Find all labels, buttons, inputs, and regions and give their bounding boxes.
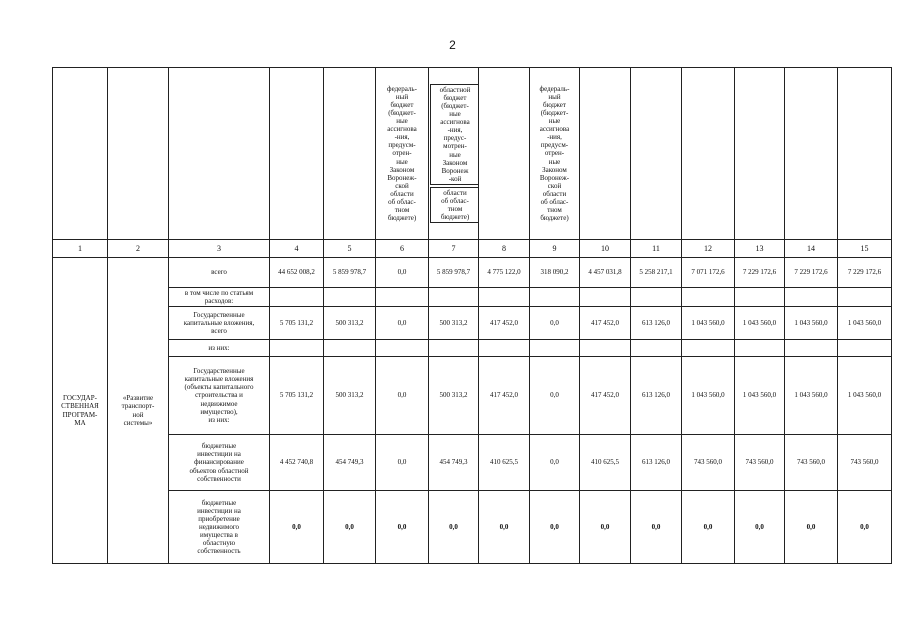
program-status: ГОСУДАР- СТВЕННАЯ ПРОГРАМ- МА bbox=[61, 394, 99, 427]
column-number-row bbox=[53, 240, 892, 258]
cell-value: 1 043 560,0 bbox=[838, 357, 892, 435]
cell-value: 4 457 031,8 bbox=[580, 258, 631, 288]
header-federal-budget-text: федераль- ный бюджет (бюджет- ные ассигнова -ния, предусм- отрен- ные Законом Воронеж- ской области об облас- тном бюджете) bbox=[387, 85, 417, 222]
table-row bbox=[53, 357, 892, 435]
header-cell-14 bbox=[785, 68, 838, 240]
header-cell-11 bbox=[631, 68, 682, 240]
col-number: 1 bbox=[53, 240, 108, 258]
header-cell-4 bbox=[270, 68, 324, 240]
cell-value: 7 229 172,6 bbox=[735, 258, 785, 288]
col-number: 11 bbox=[631, 240, 682, 258]
col-number: 6 bbox=[376, 240, 429, 258]
header-regional-budget-top-text: областной бюджет (бюджет- ные ассигнова -ния, предус- мотрен- ные Законом Воронеж -кой bbox=[439, 86, 471, 183]
cell-value: 410 625,5 bbox=[580, 435, 631, 491]
row-label: в том числе по статьям расходов: bbox=[169, 288, 270, 307]
cell-value: 44 652 008,2 bbox=[270, 258, 324, 288]
cell-value: 318 090,2 bbox=[530, 258, 580, 288]
program-status-cell bbox=[53, 258, 108, 564]
cell-value: 0,0 bbox=[631, 491, 682, 564]
col-number: 9 bbox=[530, 240, 580, 258]
cell-value bbox=[735, 288, 785, 307]
cell-value: 0,0 bbox=[530, 491, 580, 564]
header-federal-budget-9-text: федераль- ный бюджет (бюджет- ные ассигнова -ния, предусм- отрен- ные Законом Воронеж- ской области об облас- тном бюджете) bbox=[539, 85, 570, 222]
cell-value: 0,0 bbox=[785, 491, 838, 564]
cell-value bbox=[530, 340, 580, 357]
cell-value: 1 043 560,0 bbox=[682, 357, 735, 435]
cell-value: 500 313,2 bbox=[429, 307, 479, 340]
cell-value bbox=[838, 288, 892, 307]
col-number: 5 bbox=[324, 240, 376, 258]
col-number: 2 bbox=[108, 240, 169, 258]
col-number: 14 bbox=[785, 240, 838, 258]
cell-value: 613 126,0 bbox=[631, 357, 682, 435]
cell-value: 5 859 978,7 bbox=[429, 258, 479, 288]
col-number: 15 bbox=[838, 240, 892, 258]
row-label: всего bbox=[169, 258, 270, 288]
header-regional-budget-7 bbox=[429, 68, 479, 240]
header-cell-5 bbox=[324, 68, 376, 240]
cell-value: 743 560,0 bbox=[682, 435, 735, 491]
cell-value bbox=[270, 288, 324, 307]
page-number: 2 bbox=[449, 38, 456, 52]
program-name-cell bbox=[108, 258, 169, 564]
col-number: 8 bbox=[479, 240, 530, 258]
cell-value: 4 452 740,8 bbox=[270, 435, 324, 491]
cell-value: 500 313,2 bbox=[324, 357, 376, 435]
header-row bbox=[53, 68, 892, 240]
header-federal-budget-6 bbox=[376, 68, 429, 240]
cell-value bbox=[682, 288, 735, 307]
cell-value: 417 452,0 bbox=[580, 357, 631, 435]
cell-value: 0,0 bbox=[735, 491, 785, 564]
cell-value bbox=[376, 340, 429, 357]
cell-value bbox=[735, 340, 785, 357]
col-number: 13 bbox=[735, 240, 785, 258]
table-row bbox=[53, 288, 892, 307]
budget-table bbox=[52, 67, 892, 564]
cell-value bbox=[324, 288, 376, 307]
cell-value: 1 043 560,0 bbox=[735, 307, 785, 340]
cell-value: 0,0 bbox=[479, 491, 530, 564]
row-label: Государственные капитальные вложения (объекты капитального строительства и недвижимое имущество), из них: bbox=[169, 357, 270, 435]
cell-value: 613 126,0 bbox=[631, 435, 682, 491]
header-regional-budget-bottom bbox=[430, 187, 479, 223]
cell-value: 1 043 560,0 bbox=[682, 307, 735, 340]
cell-value: 1 043 560,0 bbox=[785, 357, 838, 435]
cell-value bbox=[479, 340, 530, 357]
program-name: «Развитие транспорт- ной системы» bbox=[121, 394, 155, 427]
cell-value: 0,0 bbox=[376, 491, 429, 564]
cell-value bbox=[530, 288, 580, 307]
header-cell-2 bbox=[108, 68, 169, 240]
col-number: 12 bbox=[682, 240, 735, 258]
header-cell-3 bbox=[169, 68, 270, 240]
cell-value bbox=[785, 288, 838, 307]
cell-value: 1 043 560,0 bbox=[735, 357, 785, 435]
cell-value: 0,0 bbox=[376, 258, 429, 288]
cell-value: 0,0 bbox=[530, 435, 580, 491]
cell-value: 0,0 bbox=[429, 491, 479, 564]
cell-value: 743 560,0 bbox=[735, 435, 785, 491]
cell-value: 5 705 131,2 bbox=[270, 307, 324, 340]
cell-value: 5 859 978,7 bbox=[324, 258, 376, 288]
header-regional-budget-bottom-text: области об облас- тном бюджете) bbox=[440, 188, 470, 221]
row-label: Государственные капитальные вложения, всего bbox=[169, 307, 270, 340]
cell-value: 417 452,0 bbox=[479, 307, 530, 340]
cell-value: 410 625,5 bbox=[479, 435, 530, 491]
header-cell-1 bbox=[53, 68, 108, 240]
header-federal-budget-9 bbox=[530, 68, 580, 240]
cell-value: 500 313,2 bbox=[324, 307, 376, 340]
col-number: 10 bbox=[580, 240, 631, 258]
cell-value: 417 452,0 bbox=[479, 357, 530, 435]
header-cell-12 bbox=[682, 68, 735, 240]
header-cell-13 bbox=[735, 68, 785, 240]
cell-value bbox=[631, 340, 682, 357]
cell-value: 0,0 bbox=[324, 491, 376, 564]
cell-value bbox=[479, 288, 530, 307]
cell-value: 500 313,2 bbox=[429, 357, 479, 435]
cell-value bbox=[838, 340, 892, 357]
cell-value: 613 126,0 bbox=[631, 307, 682, 340]
cell-value: 0,0 bbox=[270, 491, 324, 564]
cell-value: 7 071 172,6 bbox=[682, 258, 735, 288]
cell-value: 7 229 172,6 bbox=[838, 258, 892, 288]
cell-value: 454 749,3 bbox=[324, 435, 376, 491]
cell-value: 743 560,0 bbox=[838, 435, 892, 491]
cell-value bbox=[429, 340, 479, 357]
row-label: из них: bbox=[169, 340, 270, 357]
table-row bbox=[53, 491, 892, 564]
cell-value bbox=[682, 340, 735, 357]
header-cell-15 bbox=[838, 68, 892, 240]
cell-value bbox=[580, 340, 631, 357]
table-row bbox=[53, 340, 892, 357]
cell-value: 454 749,3 bbox=[429, 435, 479, 491]
header-regional-budget-top bbox=[430, 84, 479, 185]
cell-value: 4 775 122,0 bbox=[479, 258, 530, 288]
col-number: 4 bbox=[270, 240, 324, 258]
row-label: бюджетные инвестиции на приобретение недвижимого имущества в областную собственность bbox=[169, 491, 270, 564]
cell-value bbox=[580, 288, 631, 307]
cell-value: 0,0 bbox=[530, 357, 580, 435]
cell-value: 0,0 bbox=[376, 307, 429, 340]
cell-value: 1 043 560,0 bbox=[785, 307, 838, 340]
col-number: 7 bbox=[429, 240, 479, 258]
cell-value: 1 043 560,0 bbox=[838, 307, 892, 340]
row-label: бюджетные инвестиции на финансирование объектов областной собственности bbox=[169, 435, 270, 491]
cell-value bbox=[631, 288, 682, 307]
table-row bbox=[53, 307, 892, 340]
cell-value bbox=[270, 340, 324, 357]
cell-value bbox=[324, 340, 376, 357]
header-cell-10 bbox=[580, 68, 631, 240]
header-cell-8 bbox=[479, 68, 530, 240]
cell-value: 0,0 bbox=[376, 357, 429, 435]
cell-value: 0,0 bbox=[838, 491, 892, 564]
cell-value: 5 258 217,1 bbox=[631, 258, 682, 288]
table-row bbox=[53, 258, 892, 288]
cell-value bbox=[785, 340, 838, 357]
col-number: 3 bbox=[169, 240, 270, 258]
table-row bbox=[53, 435, 892, 491]
cell-value: 5 705 131,2 bbox=[270, 357, 324, 435]
cell-value: 417 452,0 bbox=[580, 307, 631, 340]
cell-value: 0,0 bbox=[682, 491, 735, 564]
cell-value: 743 560,0 bbox=[785, 435, 838, 491]
cell-value: 0,0 bbox=[530, 307, 580, 340]
cell-value: 0,0 bbox=[376, 435, 429, 491]
cell-value bbox=[376, 288, 429, 307]
cell-value bbox=[429, 288, 479, 307]
cell-value: 0,0 bbox=[580, 491, 631, 564]
cell-value: 7 229 172,6 bbox=[785, 258, 838, 288]
